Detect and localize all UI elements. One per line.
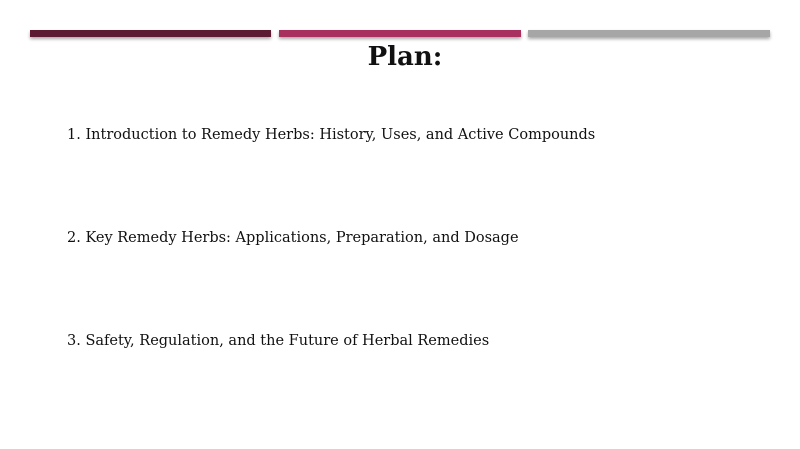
slide-title: Plan:	[367, 42, 443, 72]
accent-bar-gray	[528, 30, 770, 37]
accent-bar-magenta	[279, 30, 521, 37]
accent-bar-dark-maroon	[30, 30, 271, 37]
plan-item-2: 2. Key Remedy Herbs: Applications, Preparation, and Dosage	[67, 230, 519, 246]
plan-item-3: 3. Safety, Regulation, and the Future of Herbal Remedies	[67, 333, 490, 349]
plan-item-1: 1. Introduction to Remedy Herbs: History, Uses, and Active Compounds	[67, 127, 596, 143]
